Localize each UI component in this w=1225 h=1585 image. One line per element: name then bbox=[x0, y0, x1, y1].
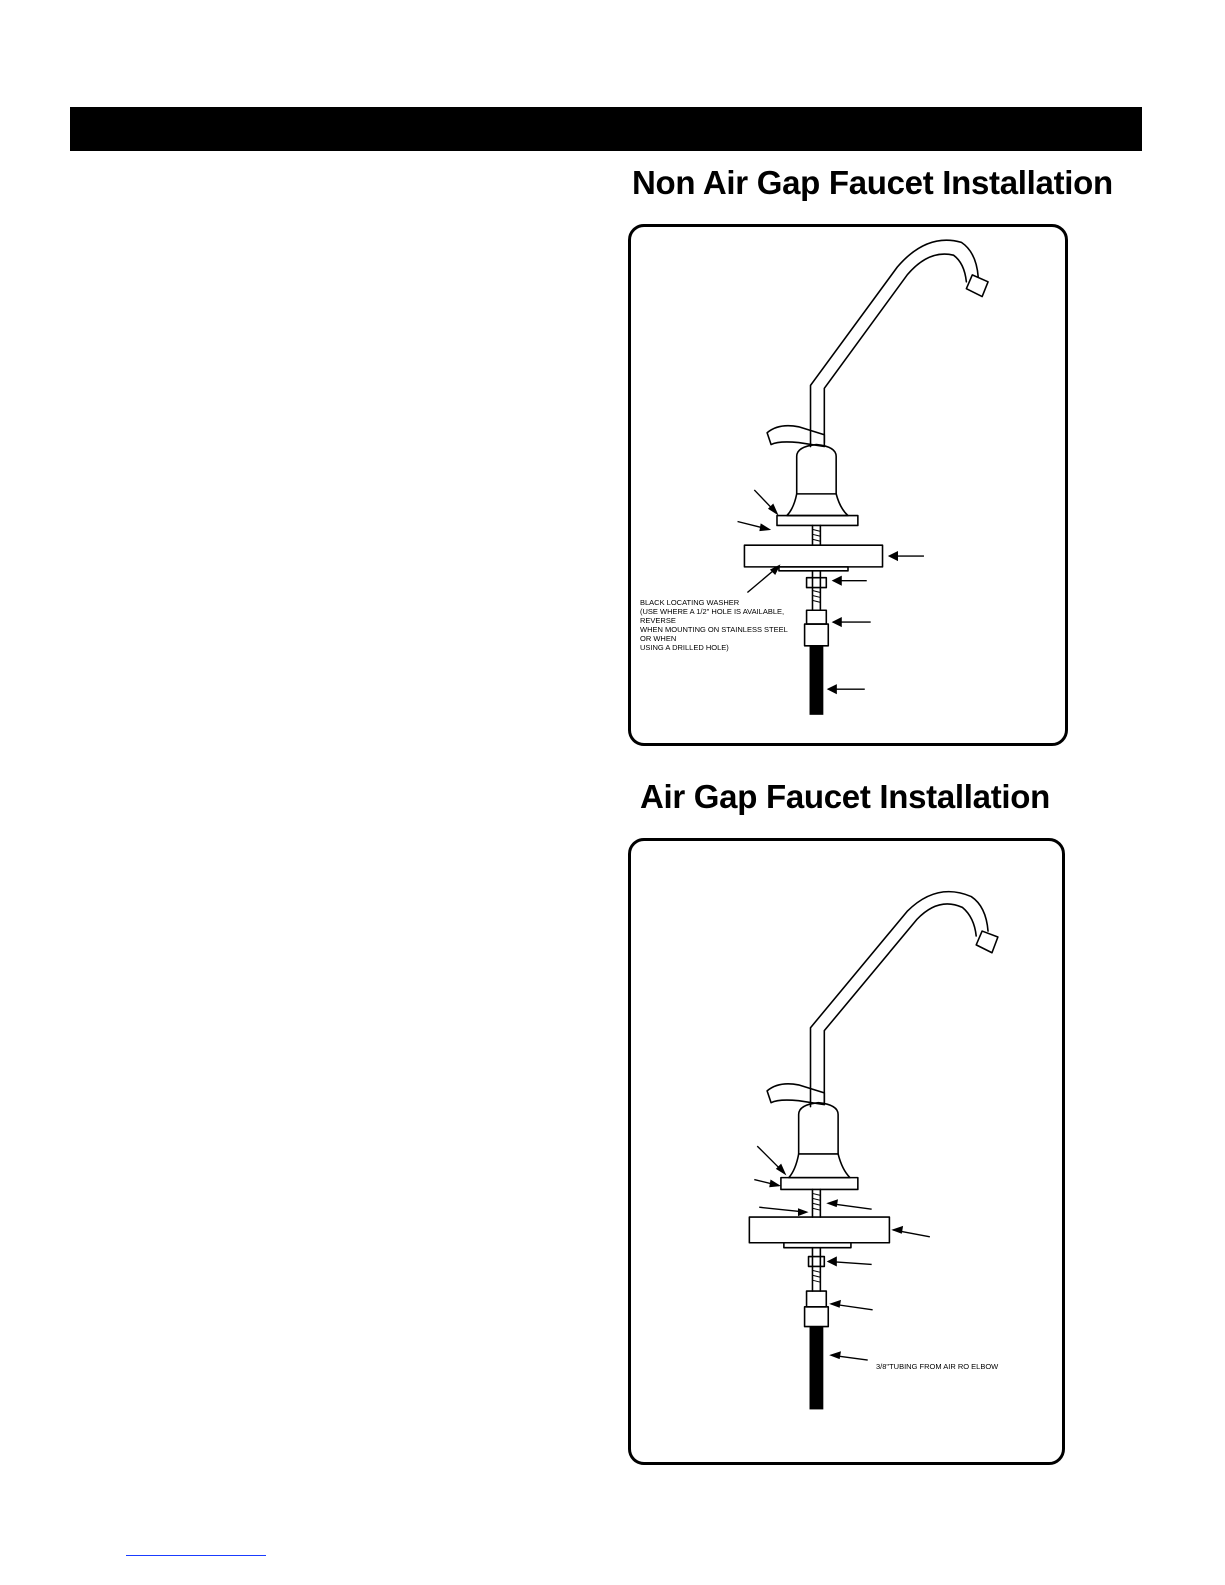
faucet-base bbox=[789, 1154, 850, 1178]
hex-nut bbox=[809, 1257, 825, 1267]
spout-outline bbox=[811, 240, 979, 446]
spout-tip bbox=[976, 931, 998, 953]
tubing-note: 3/8"TUBING FROM AIR RO ELBOW bbox=[876, 1362, 999, 1371]
non-air-gap-faucet-illustration bbox=[631, 227, 1065, 743]
lever-handle bbox=[767, 1084, 824, 1105]
spout-tip bbox=[966, 275, 988, 297]
non-air-gap-diagram bbox=[628, 224, 1068, 746]
footer-link-underline bbox=[126, 1555, 266, 1556]
faucet-body bbox=[797, 445, 836, 494]
air-gap-title: Air Gap Faucet Installation bbox=[640, 778, 1050, 815]
header-bar bbox=[70, 107, 1142, 151]
lever-handle bbox=[767, 426, 824, 447]
spout-outline bbox=[811, 892, 989, 1107]
air-gap-diagram bbox=[628, 838, 1065, 1465]
tubing bbox=[810, 646, 824, 715]
tubing bbox=[810, 1327, 824, 1410]
locating-washer-note: BLACK LOCATING WASHER (USE WHERE A 1/2" HOLE IS AVAILABLE, REVERSE WHEN MOUNTING ON STAINLESS STEEL OR WHEN USING A DRILLED HOLE) bbox=[640, 598, 788, 652]
compression-fitting bbox=[807, 1291, 827, 1307]
escutcheon bbox=[781, 1178, 858, 1190]
spout-inner bbox=[824, 254, 966, 443]
compression-fitting bbox=[807, 610, 827, 624]
escutcheon bbox=[777, 516, 858, 526]
spout-inner bbox=[824, 904, 976, 1103]
hex-nut bbox=[807, 578, 827, 588]
countertop bbox=[744, 545, 882, 567]
faucet-body bbox=[799, 1103, 838, 1154]
non-air-gap-title: Non Air Gap Faucet Installation bbox=[632, 164, 1113, 201]
faucet-base bbox=[787, 494, 848, 516]
countertop bbox=[749, 1217, 889, 1243]
